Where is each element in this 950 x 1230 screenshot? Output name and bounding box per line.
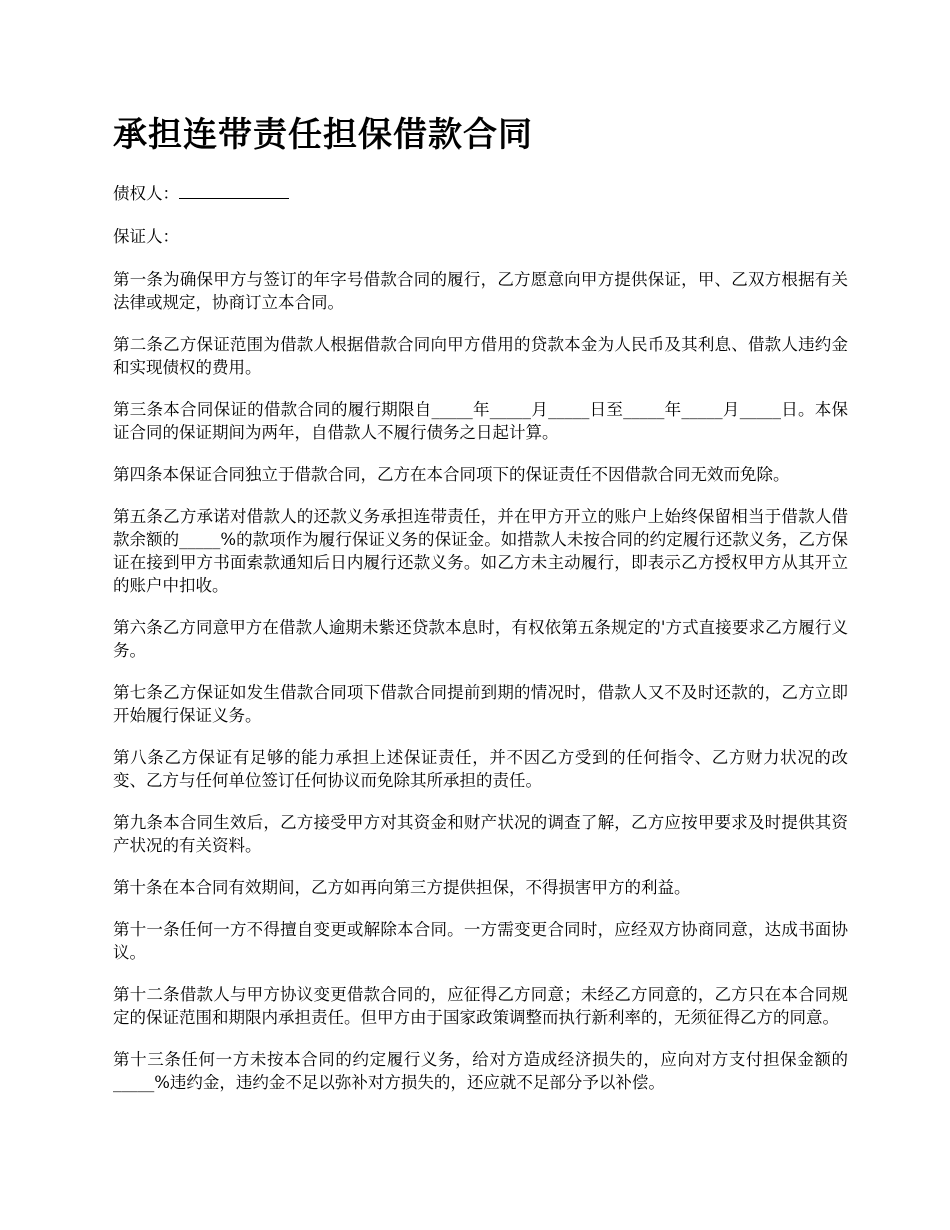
clause-7: 第七条乙方保证如发生借款合同项下借款合同提前到期的情况时，借款人又不及时还款的，乙方立即开始履行保证义务。 <box>113 683 848 725</box>
clause-9: 第九条本合同生效后，乙方接受甲方对其资金和财产状况的调查了解，乙方应按甲要求及时提供其资产状况的有关资料。 <box>113 813 848 855</box>
creditor-blank <box>179 183 289 199</box>
guarantor-label: 保证人： <box>113 227 179 246</box>
clause-4: 第四条本保证合同独立于借款合同，乙方在本合同项下的保证责任不因借款合同无效而免除。 <box>113 465 790 484</box>
clause-5: 第五条乙方承诺对借款人的还款义务承担连带责任，并在甲方开立的账户上始终保留相当于借款人借款余额的_____%的款项作为履行保证义务的保证金。如措款人未按合同的约定履行还款义务，乙方保证在接到甲方书面索款通知后日内履行还款义务。如乙方未主动履行，即表示乙方授权甲方从其开立的账户中扣收。 <box>113 507 848 595</box>
creditor-label: 债权人： <box>113 184 179 203</box>
clause-10: 第十条在本合同有效期间，乙方如再向第三方提供担保，不得损害甲方的利益。 <box>113 878 691 897</box>
document-title: 承担连带责任担保借款合同 <box>113 115 533 155</box>
creditor-line <box>113 182 848 206</box>
clause-2: 第二条乙方保证范围为借款人根据借款合同向甲方借用的贷款本金为人民币及其利息、借款人违约金和实现债权的费用。 <box>113 335 848 377</box>
clause-1: 第一条为确保甲方与签订的年字号借款合同的履行，乙方愿意向甲方提供保证，甲、乙双方根据有关法律或规定，协商订立本合同。 <box>113 270 848 312</box>
clause-8: 第八条乙方保证有足够的能力承担上述保证责任，并不因乙方受到的任何指令、乙方财力状况的改变、乙方与任何单位签订任何协议而免除其所承担的责任。 <box>113 748 848 790</box>
clause-11: 第十一条任何一方不得擅自变更或解除本合同。一方需变更合同时，应经双方协商同意，达成书面协议。 <box>113 920 848 962</box>
clause-13: 第十三条任何一方未按本合同的约定履行义务，给对方造成经济损失的，应向对方支付担保金额的_____%违约金，违约金不足以弥补对方损失的，还应就不足部分予以补偿。 <box>113 1050 848 1092</box>
document-page <box>113 110 848 1113</box>
guarantor-line <box>113 225 848 249</box>
clause-6: 第六条乙方同意甲方在借款人逾期未紫还贷款本息时，有权依第五条规定的'方式直接要求乙方履行义务。 <box>113 618 848 660</box>
clause-3: 第三条本合同保证的借款合同的履行期限自_____年_____月_____日至_____年_____月_____日。本保证合同的保证期间为两年，自借款人不履行债务之日起计算。 <box>113 400 848 442</box>
clause-12: 第十二条借款人与甲方协议变更借款合同的，应征得乙方同意；未经乙方同意的，乙方只在本合同规定的保证范围和期限内承担责任。但甲方由于国家政策调整而执行新利率的，无须征得乙方的同意。 <box>113 985 848 1027</box>
